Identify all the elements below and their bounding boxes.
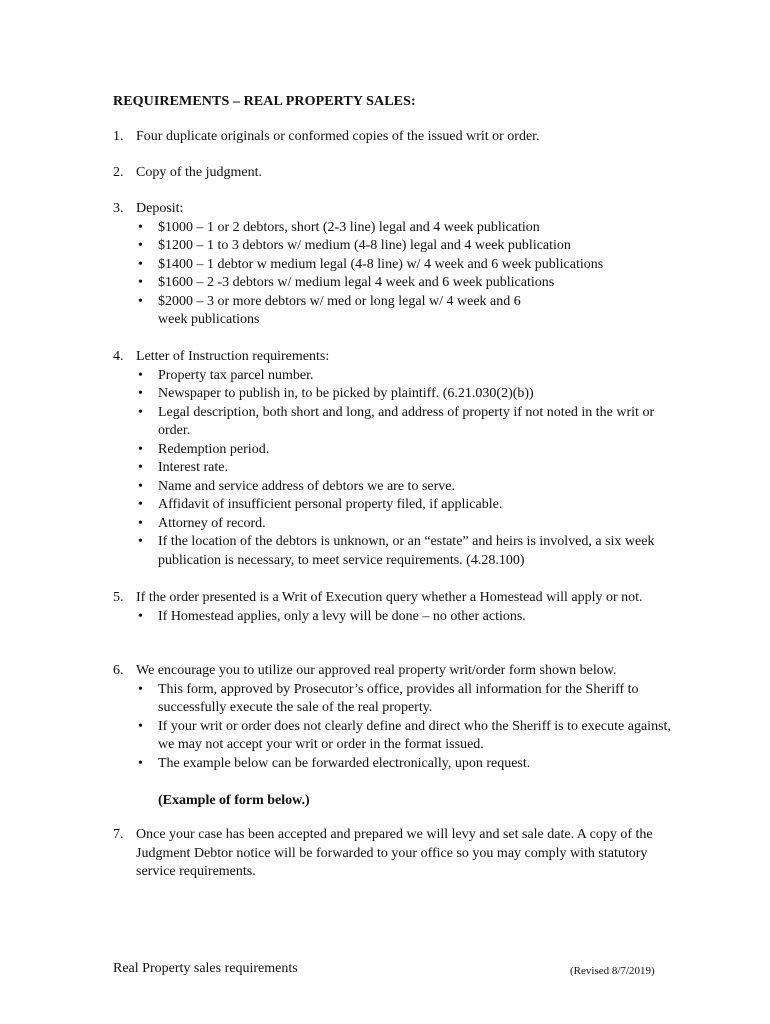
item-number: 7. — [113, 827, 124, 842]
homestead-list — [136, 608, 673, 627]
list-item: • $1600 – 2 -3 debtors w/ medium legal 4 week and 6 week publications — [136, 274, 673, 293]
list-item: • $1400 – 1 debtor w medium legal (4-8 line) w/ 4 week and 6 week publications — [136, 256, 673, 275]
item-number: 3. — [113, 201, 124, 216]
item-text: We encourage you to utilize our approved real property writ/order form shown below. — [136, 663, 617, 678]
item-text: Copy of the judgment. — [136, 165, 262, 180]
page-title: REQUIREMENTS – REAL PROPERTY SALES: — [113, 94, 416, 109]
requirement-item-7 — [113, 826, 673, 882]
item-number: 5. — [113, 590, 124, 605]
list-item: • This form, approved by Prosecutor’s office, provides all information for the Sheriff to successfully execute the sale of the real property. — [136, 681, 673, 718]
list-item: • If Homestead applies, only a levy will be done – no other actions. — [136, 608, 673, 627]
requirement-item-2 — [113, 164, 673, 183]
deposit-list — [136, 219, 673, 330]
list-item: • Interest rate. — [136, 459, 673, 478]
list-item: • Affidavit of insufficient personal property filed, if applicable. — [136, 496, 673, 515]
item-number: 1. — [113, 129, 124, 144]
item-text: Once your case has been accepted and prepared we will levy and set sale date. A copy of the Judgment Debtor notice will be forwarded to your office so you may comply with statutory service requirements. — [136, 827, 653, 879]
item-text: Four duplicate originals or conformed copies of the issued writ or order. — [136, 129, 540, 144]
footer-revision: (Revised 8/7/2019) — [570, 965, 655, 977]
list-item: • If the location of the debtors is unknown, or an “estate” and heirs is involved, a six week publication is necessary, to meet service requirements. (4.28.100) — [136, 533, 673, 570]
footer-title: Real Property sales requirements — [113, 961, 298, 976]
item-text: Deposit: — [136, 201, 184, 216]
list-item: • If your writ or order does not clearly define and direct who the Sheriff is to execute against, we may not accept your writ or order in the format issued. — [136, 718, 673, 755]
list-item: • The example below can be forwarded electronically, upon request. — [136, 755, 673, 774]
list-item: • $1200 – 1 to 3 debtors w/ medium (4-8 line) legal and 4 week publication — [136, 237, 673, 256]
list-item: • Redemption period. — [136, 441, 673, 460]
requirement-item-4 — [113, 348, 673, 570]
item-number: 4. — [113, 349, 124, 364]
item-number: 6. — [113, 663, 124, 678]
list-item: • Property tax parcel number. — [136, 367, 673, 386]
list-item: • Name and service address of debtors we are to serve. — [136, 478, 673, 497]
list-item: • $2000 – 3 or more debtors w/ med or long legal w/ 4 week and 6 week publications — [136, 293, 673, 330]
item-text: Letter of Instruction requirements: — [136, 349, 330, 364]
example-note: (Example of form below.) — [158, 793, 310, 808]
form-list — [136, 681, 673, 774]
instruction-list — [136, 367, 673, 571]
requirement-item-6 — [113, 662, 673, 773]
list-item: • Attorney of record. — [136, 515, 673, 534]
requirement-item-5 — [113, 589, 673, 626]
list-item: • Newspaper to publish in, to be picked by plaintiff. (6.21.030(2)(b)) — [136, 385, 673, 404]
list-item: • Legal description, both short and long, and address of property if not noted in the writ or order. — [136, 404, 673, 441]
requirement-item-1 — [113, 128, 673, 147]
item-number: 2. — [113, 165, 124, 180]
requirement-item-3 — [113, 200, 673, 330]
list-item: • $1000 – 1 or 2 debtors, short (2-3 line) legal and 4 week publication — [136, 219, 673, 238]
item-text: If the order presented is a Writ of Execution query whether a Homestead will apply or not. — [136, 590, 643, 605]
